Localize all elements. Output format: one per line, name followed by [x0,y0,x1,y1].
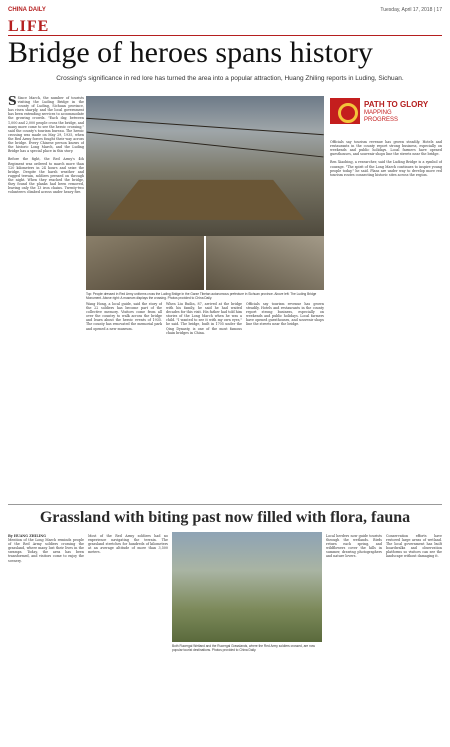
badge-icon [330,98,360,124]
article2-column-3 [326,534,382,742]
column-text: Officials say tourism revenue has grown steadily. Hotels and restaurants in the county report strong business, especially on weekends and public holidays. Local farmers have opened guesthouses, and souvenir shops line the streets near the bridge. [246,302,324,327]
column-text: When Liu Ruilin, 87, arrived at the bridge with his family, he said he had waited decades for this visit. His father had told him stories of the Long March when he was a child. "I wanted to see it with my own eyes," he said. The bridge, built in 1705 under the Qing Dynasty, is one of the most famous chain bridges in China. [166,302,242,335]
newspaper-logo: CHINA DAILY [8,7,46,13]
promo-sub1: MAPPING [364,110,392,116]
monument-photo [86,236,204,290]
deck: Crossing's significance in red lore has turned the area into a popular attraction, Huang Zhiling reports in Luding, Sichuan. [56,75,404,82]
column-text: Most of the Red Army soldiers had no experience navigating the terrain. The grassland stretches for hundreds of kilometers at an average altitude of more than 3,500 meters. [88,534,168,555]
section-bar [8,16,442,36]
headline: Bridge of heroes spans history [8,36,373,69]
column-text: Conservation efforts have restored large areas of wetland. The local government has built boardwalks and observation platforms so visitors can see the landscape without damaging it. [386,534,442,559]
article-column-right [330,140,442,502]
dropcap: S [8,96,17,108]
column-text: Since March, the number of tourists visiting the Luding Bridge in the county of Luding, Sichuan province, has risen sharply, and the local government has been extending services to accommodate the growing crowds. "Each day, between 1,000 and 2,000 people cross the bridge, and many more come to see the heroic crossing," said the county's tourism bureau. The heroic crossing was made on May 29, 1935, when the Red Army forces fought their way across the bridge. Every Chinese person knows of the historic Long March, and the Luding Bridge has a special place in this story. [8,96,84,154]
article-column-4 [246,302,324,502]
article2-column-1 [8,534,84,742]
article2-column-2 [88,534,168,742]
promo-title: PATH TO GLORY [364,100,429,109]
grassland-photo [172,532,322,642]
column-text: Mention of the Long March reminds people of the Red Army soldiers crossing the grassland, where many lost their lives in the swamps. Today, the area has been transformed, and visitors come to enjoy the scenery. [8,538,84,563]
bridge-photo [86,96,324,236]
article-column-3 [166,302,242,502]
divider [8,504,442,505]
promo-sub2: PROGRESS [364,117,399,123]
promo-box [330,96,442,136]
column-text: Local herders now guide tourists through the wetlands. Birds return each spring, and wildflowers cover the hills in summer, drawing photographers and nature lovers. [326,534,382,559]
masthead [8,5,442,15]
headline-2: Grassland with biting past now filled with flora, fauna [39,509,411,526]
column-text: Ren Xiaobing, a researcher, said the Luding Bridge is a symbol of courage. "The spirit of the Long March continues to inspire young people today," he said. Plans are under way to develop more red tourism routes connecting historic sites across the region. [330,160,442,177]
article-column-2 [86,302,162,502]
photo-caption: Top: People dressed in Red Army uniforms cross the Luding Bridge in the Garze Tibetan autonomous prefecture in Sichuan province. Above left: The Luding Bridge Monument. Above right: A museum displays the crossing. Photos provided to China Daily. [86,292,317,300]
column-text: Officials say tourism revenue has grown steadily. Hotels and restaurants in the county report strong business, especially on weekends and public holidays. Local farmers have opened guesthouses, and souvenir shops line the streets near the bridge. [330,140,442,157]
column-text: Wang Hong, a local guide, said the story of the 22 soldiers has become part of the collective memory. Visitors come from all over the country to walk across the bridge and learn about the heroic events of 1935. The county has renovated the memorial park and opened a new museum. [86,302,162,331]
photo-caption-2: Both Ruoergai Wetland and the Ruoergai Grasslands, where the Red Army soldiers crossed, are now popular tourist destinations. Photos provided to China Daily. [172,644,315,652]
museum-photo [206,236,324,290]
section-title: LIFE [8,18,50,35]
byline: By HUANG ZHILING [8,534,47,538]
column-text: Before the fight, the Red Army's 4th Regiment was ordered to march more than 120 kilometers in 24 hours and seize the bridge. Despite the harsh weather and rugged terrain, soldiers pressed on through the night. When they reached the bridge, they found the planks had been removed, leaving only the 13 iron chains. Twenty-two volunteers climbed across under heavy fire. [8,157,84,195]
date-page: Tuesday, April 17, 2018 | 17 [380,7,442,13]
article2-column-4 [386,534,442,742]
article-column-1 [8,96,84,502]
